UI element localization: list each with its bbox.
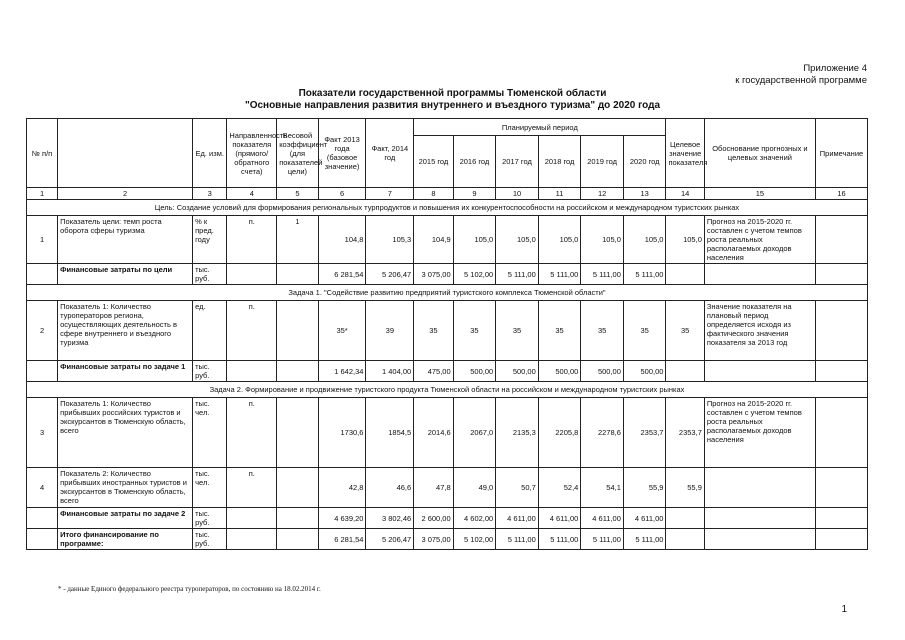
col-num: 5 [277,188,319,200]
header-year: 2017 год [496,136,539,188]
header-fact-2014: Факт, 2014 год [366,119,414,188]
year-value: 5 111,00 [623,264,666,285]
fact-2014: 1 404,00 [366,361,414,382]
note [815,508,867,529]
col-num: 8 [414,188,453,200]
header-note: Примечание [815,119,867,188]
appendix-label [735,63,867,87]
justification [704,468,815,508]
year-value: 104,9 [414,216,453,264]
year-value: 105,0 [496,216,539,264]
table-row [27,529,868,550]
col-num: 12 [581,188,624,200]
fact-2014: 46,6 [366,468,414,508]
target-value [666,264,704,285]
title-line-2: "Основные направления развития внутреннего и въездного туризма" до 2020 года [244,100,661,111]
table-row [27,508,868,529]
header-weight: Весовой коэффициент (для показателей цели) [277,119,319,188]
year-value: 105,0 [538,216,581,264]
note [815,301,867,361]
header-year: 2016 год [453,136,496,188]
fact-2013: 1 642,34 [318,361,366,382]
weight: 1 [277,216,319,264]
fact-2013: 4 639,20 [318,508,366,529]
unit: тыс. чел. [193,468,227,508]
col-num: 14 [666,188,704,200]
year-value: 2014,6 [414,398,453,468]
weight [277,361,319,382]
target-value: 35 [666,301,704,361]
note [815,398,867,468]
year-value: 4 611,00 [581,508,624,529]
indicator-name: Итого финансирование по программе: [58,529,193,550]
target-value: 55,9 [666,468,704,508]
year-value: 5 111,00 [581,529,624,550]
year-value: 52,4 [538,468,581,508]
weight [277,508,319,529]
year-value: 5 111,00 [496,264,539,285]
justification [704,361,815,382]
col-num: 15 [704,188,815,200]
year-value: 47,8 [414,468,453,508]
direction [227,361,277,382]
table-row [27,264,868,285]
direction: п. [227,398,277,468]
target-value [666,361,704,382]
year-value: 49,0 [453,468,496,508]
col-num: 10 [496,188,539,200]
fact-2014: 5 206,47 [366,529,414,550]
header-unit: Ед. изм. [193,119,227,188]
table-row [27,361,868,382]
column-number-row [27,188,868,200]
fact-2013: 104,8 [318,216,366,264]
unit: тыс. руб. [193,361,227,382]
col-num: 6 [318,188,366,200]
page-number: 1 [841,604,847,615]
year-value: 2353,7 [623,398,666,468]
year-value: 2205,8 [538,398,581,468]
row-number: 4 [27,468,58,508]
fact-2014: 3 802,46 [366,508,414,529]
indicator-name: Показатель 2: Количество прибывших иностранных туристов и экскурсантов в Тюменскую область, всего [58,468,193,508]
fact-2014: 39 [366,301,414,361]
row-number: 1 [27,216,58,264]
indicator-name: Финансовые затраты по задаче 2 [58,508,193,529]
note [815,361,867,382]
appendix-line-2: к государственной программе [735,75,867,86]
year-value: 2067,0 [453,398,496,468]
goal-heading: Цель: Создание условий для формирования региональных турпродуктов и повышения их конкурентоспособности на российском и международном туристских рынках [27,200,868,216]
year-value: 2278,6 [581,398,624,468]
row-number [27,508,58,529]
document-title [0,88,905,112]
col-num: 2 [58,188,193,200]
justification [704,264,815,285]
indicator-name: Финансовые затраты по цели [58,264,193,285]
col-num: 13 [623,188,666,200]
direction [227,529,277,550]
year-value: 500,00 [623,361,666,382]
header-year: 2018 год [538,136,581,188]
indicator-name: Показатель 1: Количество прибывших российских туристов и экскурсантов в Тюменскую область, всего [58,398,193,468]
weight [277,264,319,285]
col-num: 1 [27,188,58,200]
col-num: 16 [815,188,867,200]
year-value: 35 [581,301,624,361]
year-value: 500,00 [581,361,624,382]
year-value: 4 611,00 [496,508,539,529]
title-line-1: Показатели государственной программы Тюменской области [298,88,607,99]
year-value: 5 111,00 [496,529,539,550]
weight [277,468,319,508]
year-value: 5 111,00 [623,529,666,550]
target-value: 105,0 [666,216,704,264]
unit: тыс. руб. [193,508,227,529]
fact-2013: 42,8 [318,468,366,508]
year-value: 500,00 [538,361,581,382]
justification: Прогноз на 2015-2020 гг. составлен с учетом темпов роста реальных располагаемых доходов населения [704,398,815,468]
header-num: № п/п [27,119,58,188]
year-value: 3 075,00 [414,264,453,285]
task-2-heading: Задача 2. Формирование и продвижение туристского продукта Тюменской области на российском и международном туристских рынках [27,382,868,398]
unit: тыс. руб. [193,264,227,285]
fact-2013: 35* [318,301,366,361]
year-value: 35 [623,301,666,361]
year-value: 4 611,00 [623,508,666,529]
target-value [666,508,704,529]
table-row [27,301,868,361]
justification [704,529,815,550]
year-value: 500,00 [496,361,539,382]
year-value: 35 [414,301,453,361]
year-value: 5 111,00 [538,529,581,550]
year-value: 50,7 [496,468,539,508]
note [815,264,867,285]
footnote: * - данные Единого федерального реестра туроператоров, по состоянию на 18.02.2014 г. [58,585,321,593]
year-value: 105,0 [581,216,624,264]
year-value: 5 111,00 [538,264,581,285]
header-year: 2019 год [581,136,624,188]
direction: п. [227,216,277,264]
fact-2013: 1730,6 [318,398,366,468]
col-num: 9 [453,188,496,200]
row-number [27,529,58,550]
header-justification: Обоснование прогнозных и целевых значений [704,119,815,188]
fact-2013: 6 281,54 [318,529,366,550]
target-value: 2353,7 [666,398,704,468]
col-num: 3 [193,188,227,200]
year-value: 105,0 [623,216,666,264]
direction [227,508,277,529]
year-value: 35 [538,301,581,361]
indicators-table [26,118,868,550]
note [815,529,867,550]
header-target: Целевое значение показателя [666,119,704,188]
year-value: 5 111,00 [581,264,624,285]
table-row [27,398,868,468]
row-number: 2 [27,301,58,361]
year-value: 4 602,00 [453,508,496,529]
year-value: 5 102,00 [453,264,496,285]
col-num: 4 [227,188,277,200]
fact-2013: 6 281,54 [318,264,366,285]
header-name [58,119,193,188]
col-num: 7 [366,188,414,200]
unit: ед. [193,301,227,361]
fact-2014: 1854,5 [366,398,414,468]
year-value: 475,00 [414,361,453,382]
fact-2014: 105,3 [366,216,414,264]
unit: тыс. чел. [193,398,227,468]
row-number: 3 [27,398,58,468]
year-value: 35 [453,301,496,361]
year-value: 3 075,00 [414,529,453,550]
direction: п. [227,301,277,361]
weight [277,398,319,468]
row-number [27,361,58,382]
col-num: 11 [538,188,581,200]
direction [227,264,277,285]
target-value [666,529,704,550]
indicator-name: Финансовые затраты по задаче 1 [58,361,193,382]
header-year: 2020 год [623,136,666,188]
justification: Прогноз на 2015-2020 гг. составлен с учетом темпов роста реальных располагаемых доходов населения [704,216,815,264]
note [815,468,867,508]
weight [277,529,319,550]
header-planned-period: Планируемый период [414,119,666,136]
appendix-line-1: Приложение 4 [803,63,867,74]
unit: тыс. руб. [193,529,227,550]
year-value: 105,0 [453,216,496,264]
year-value: 2135,3 [496,398,539,468]
unit: % к пред. году [193,216,227,264]
indicator-name: Показатель 1: Количество туроператоров региона, осуществляющих деятельность в сфере внутреннего и въездного туризма [58,301,193,361]
year-value: 55,9 [623,468,666,508]
header-fact-2013: Факт 2013 года (базовое значение) [318,119,366,188]
year-value: 54,1 [581,468,624,508]
year-value: 2 600,00 [414,508,453,529]
year-value: 500,00 [453,361,496,382]
year-value: 5 102,00 [453,529,496,550]
justification: Значение показателя на плановый период определяется исходя из фактического значения показателя за 2013 год [704,301,815,361]
table-row [27,468,868,508]
table-row [27,216,868,264]
header-year: 2015 год [414,136,453,188]
note [815,216,867,264]
year-value: 35 [496,301,539,361]
justification [704,508,815,529]
weight [277,301,319,361]
year-value: 4 611,00 [538,508,581,529]
header-direction: Направленность показателя (прямого/обратного счета) [227,119,277,188]
task-1-heading: Задача 1. "Содействие развитию предприятий туристского комплекса Тюменской области" [27,285,868,301]
fact-2014: 5 206,47 [366,264,414,285]
row-number [27,264,58,285]
indicator-name: Показатель цели: темп роста оборота сферы туризма [58,216,193,264]
direction: п. [227,468,277,508]
